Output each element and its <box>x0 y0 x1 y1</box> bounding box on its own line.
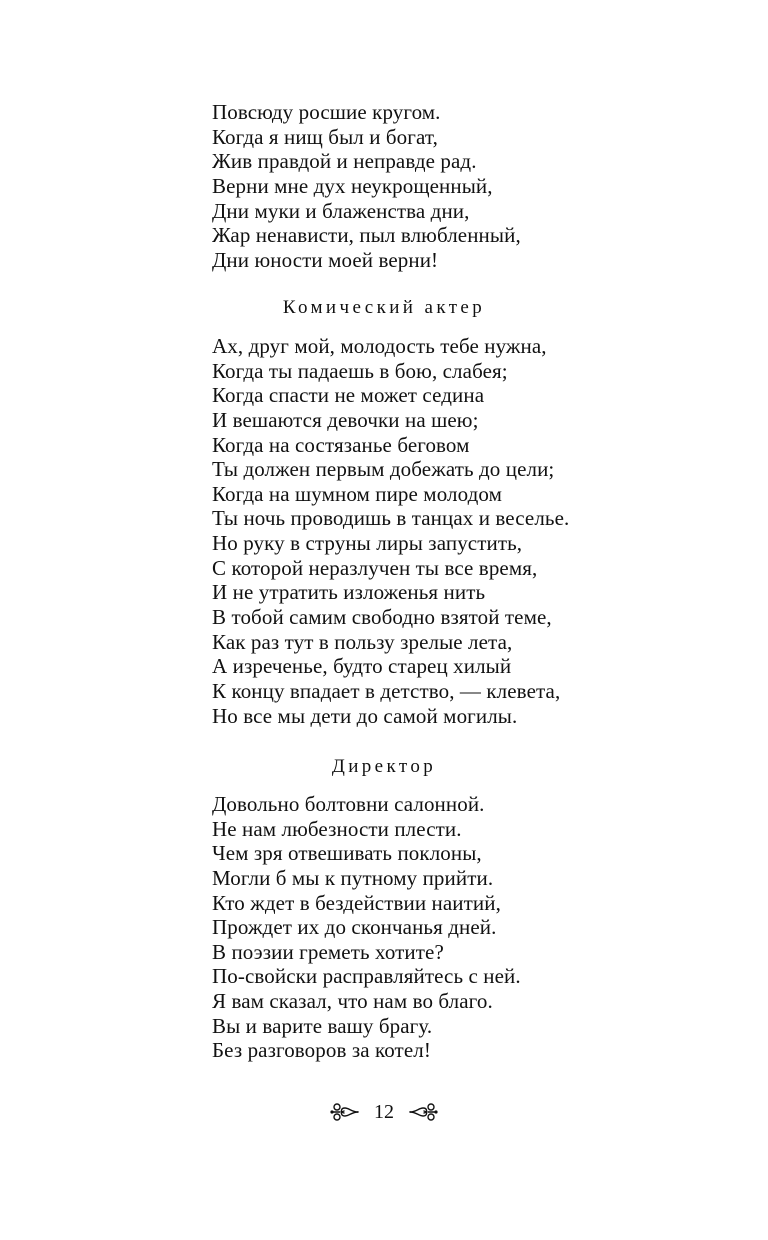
verse-line: Дни муки и блаженства дни, <box>212 198 470 223</box>
verse-line: Повсюду росшие кругом. <box>212 100 441 124</box>
right-ornament-icon <box>408 1100 438 1124</box>
verse-line: Как раз тут в пользу зрелые лета, <box>212 629 513 654</box>
verse-line: Ах, друг мой, молодость тебе нужна, <box>212 334 547 358</box>
verse-line: К концу впадает в детство, — клевета, <box>212 678 561 703</box>
verse-line: И не утратить изложенья нить <box>212 580 486 605</box>
verse-line: А изреченье, будто старец хилый <box>212 654 512 679</box>
verse-line: Когда на шумном пире молодом <box>212 481 502 506</box>
verse-line: Довольно болтовни салонной. <box>212 792 485 816</box>
stanza-2 <box>212 334 632 728</box>
verse-line: Жар ненависти, пыл влюбленный, <box>212 223 521 248</box>
verse-line: Когда на состязанье беговом <box>212 432 470 457</box>
verse-line: В тобой самим свободно взятой теме, <box>212 605 552 630</box>
verse-line: Я вам сказал, что нам во благо. <box>212 989 493 1014</box>
verse-line: По-свойски расправляйтесь с ней. <box>212 964 521 989</box>
verse-line: Чем зря отвешивать поклоны, <box>212 841 482 866</box>
speaker-heading-comic-actor: Комический актер <box>282 297 486 318</box>
verse-line: Но руку в струны лиры запустить, <box>212 531 523 556</box>
verse-line: Не нам любезности плести. <box>212 816 462 841</box>
verse-line: Кто ждет в бездействии наитий, <box>212 890 501 915</box>
verse-line: С которой неразлучен ты все время, <box>212 555 538 580</box>
left-ornament-icon <box>330 1100 360 1124</box>
verse-line: В поэзии греметь хотите? <box>212 939 444 964</box>
verse-line: Когда ты падаешь в бою, слабея; <box>212 358 508 383</box>
verse-line: Когда спасти не может седина <box>212 383 485 408</box>
verse-line: Когда я нищ был и богат, <box>212 124 438 149</box>
page-footer <box>0 1100 768 1124</box>
verse-line: Могли б мы к путному прийти. <box>212 865 494 890</box>
verse-line: И вешаются девочки на шею; <box>212 407 479 432</box>
speaker-heading-director: Директор <box>331 756 437 777</box>
stanza-3 <box>212 792 632 1063</box>
verse-line: Прождет их до скончанья дней. <box>212 915 497 940</box>
verse-line: Вы и варите вашу брагу. <box>212 1013 433 1038</box>
verse-line: Без разговоров за котел! <box>212 1038 431 1063</box>
verse-line: Дни юности моей верни! <box>212 247 439 272</box>
verse-line: Жив правдой и неправде рад. <box>212 149 477 174</box>
verse-line: Но все мы дети до самой могилы. <box>212 703 518 728</box>
stanza-1 <box>212 100 632 272</box>
page-number: 12 <box>374 1100 394 1123</box>
verse-line: Ты ночь проводишь в танцах и веселье. <box>212 506 570 531</box>
verse-line: Верни мне дух неукрощенный, <box>212 173 493 198</box>
verse-line: Ты должен первым добежать до цели; <box>212 457 555 482</box>
